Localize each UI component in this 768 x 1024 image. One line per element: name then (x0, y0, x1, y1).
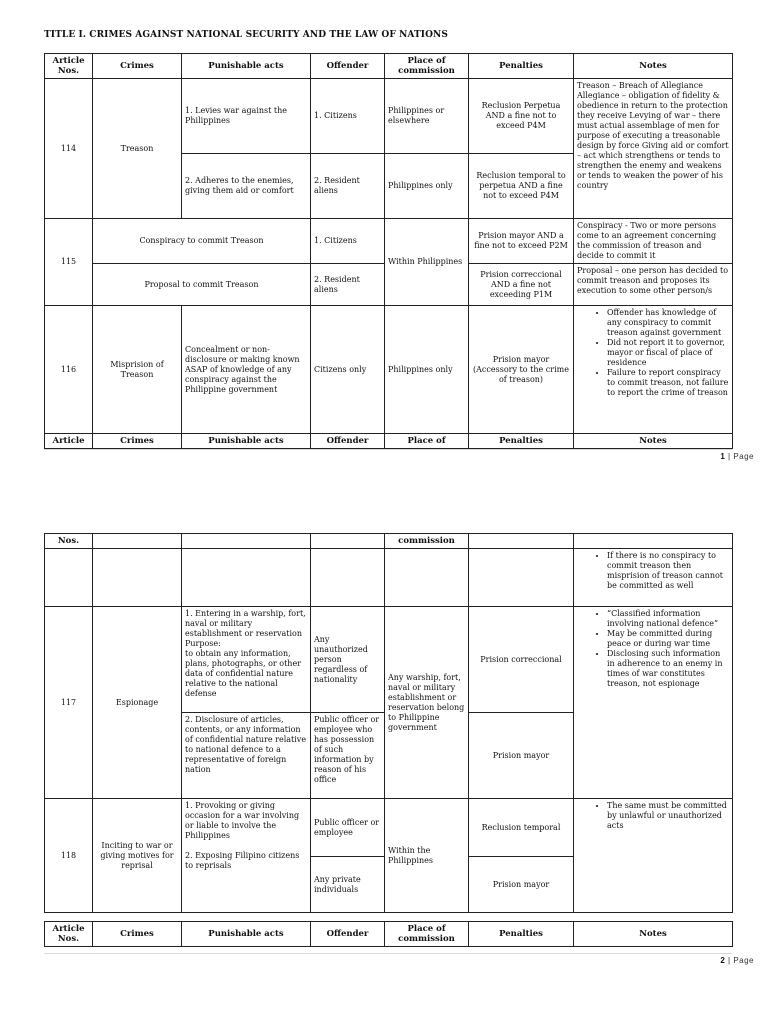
penalty: Prision correccional (469, 607, 574, 713)
penalty: Reclusion temporal to perpetua AND a fine not to exceed P4M (469, 154, 574, 219)
offender: 1. Citizens (311, 219, 385, 264)
table-row (45, 79, 733, 154)
header-offender: Offender (311, 54, 385, 79)
header-punishable-acts: Punishable acts (182, 922, 311, 947)
header-penalties: Penalties (469, 54, 574, 79)
table-row (45, 607, 733, 713)
place-of-commission: Within the Philippines (385, 799, 469, 913)
header-empty (469, 534, 574, 549)
offender: Citizens only (311, 306, 385, 434)
empty-cell (93, 549, 182, 607)
note-item: • Disclosing such information in adherence to an enemy in times of war constitutes treason, not espionage (607, 649, 729, 689)
page-label: Page (733, 956, 754, 965)
notes-cell: Treason – Breach of Allegiance Allegiance – obligation of fidelity & obedience in return to the protection they receive Levying of war – there must actual assemblage of men for purpose of executing a treasonable design by force Giving aid or comfort – act which strengthens or tends to strengthen the enemy and weakens or tends to weaken the power of his country (574, 79, 733, 219)
header-place: commission (385, 534, 469, 549)
notes-cell: Proposal – one person has decided to commit treason and proposes its execution to some other person/s (574, 264, 733, 306)
empty-cell (45, 549, 93, 607)
punishable-act: 2. Adheres to the enemies, giving them aid or comfort (182, 154, 311, 219)
header-penalties: Penalties (469, 922, 574, 947)
penalty: Reclusion temporal (469, 799, 574, 857)
place-of-commission: Any warship, fort, naval or military establishment or reservation belong to Philippine government (385, 607, 469, 799)
notes-list (577, 801, 729, 831)
header-empty (311, 534, 385, 549)
punishable-act (182, 799, 311, 913)
place-of-commission: Philippines or elsewhere (385, 79, 469, 154)
article-no: 115 (45, 219, 93, 306)
crime-name: Misprision of Treason (93, 306, 182, 434)
crime-name: Espionage (93, 607, 182, 799)
act-purpose-text: to obtain any information, plans, photographs, or other data of confidential nature relative to the national defense (185, 649, 302, 698)
header-notes: Notes (574, 434, 733, 449)
article-no: 118 (45, 799, 93, 913)
header-punishable-acts: Punishable acts (182, 54, 311, 79)
place-of-commission: Philippines only (385, 154, 469, 219)
table-row (45, 549, 733, 607)
header-article: Article Nos. (45, 54, 93, 79)
penalty: Reclusion Perpetua AND a fine not to exceed P4M (469, 79, 574, 154)
crimes-table-page1 (44, 53, 733, 449)
place-of-commission: Philippines only (385, 306, 469, 434)
penalty: Prision mayor (Accessory to the crime of treason) (469, 306, 574, 434)
crime-name: Inciting to war or giving motives for reprisal (93, 799, 182, 913)
crime-name: Proposal to commit Treason (93, 264, 311, 306)
header-empty (93, 534, 182, 549)
header-offender: Offender (311, 922, 385, 947)
notes-cell (574, 549, 733, 607)
notes-cell (574, 306, 733, 434)
penalty: Prision correccional AND a fine not exceeding P1M (469, 264, 574, 306)
header-empty (182, 534, 311, 549)
header-article: Nos. (45, 534, 93, 549)
act-line: 1. Entering in a warship, fort, naval or military establishment or reservation (185, 609, 306, 638)
offender: 1. Citizens (311, 79, 385, 154)
header-penalties: Penalties (469, 434, 574, 449)
footer-divider (44, 953, 732, 954)
table-header-row (45, 922, 733, 947)
punishable-act: 1. Levies war against the Philippines (182, 79, 311, 154)
header-notes: Notes (574, 54, 733, 79)
header-empty (574, 534, 733, 549)
note-item: • May be committed during peace or during war time (607, 629, 729, 649)
article-no: 116 (45, 306, 93, 434)
table-row (45, 306, 733, 434)
header-crimes: Crimes (93, 434, 182, 449)
penalty: Prision mayor (469, 713, 574, 799)
header-place: Place of commission (385, 922, 469, 947)
crime-name: Treason (93, 79, 182, 219)
table-header-row (45, 434, 733, 449)
act-purpose-label: Purpose: (185, 639, 221, 648)
table-row (45, 219, 733, 264)
empty-cell (385, 549, 469, 607)
note-item: • If there is no conspiracy to commit treason then misprision of treason cannot be committed as well (607, 551, 729, 591)
article-no: 117 (45, 607, 93, 799)
offender: 2. Resident aliens (311, 264, 385, 306)
note-item: • The same must be committed by unlawful or unauthorized acts (607, 801, 729, 831)
empty-cell (469, 549, 574, 607)
header-article: Article (45, 434, 93, 449)
penalty: Prision mayor (469, 857, 574, 913)
header-crimes: Crimes (93, 922, 182, 947)
offender: 2. Resident aliens (311, 154, 385, 219)
crimes-table-page2 (44, 533, 733, 913)
table-header-row (45, 54, 733, 79)
header-article: Article Nos. (45, 922, 93, 947)
note-item: • “Classified information involving national defence” (607, 609, 729, 629)
act-line: 2. Exposing Filipino citizens to reprisals (185, 851, 300, 870)
offender: Public officer or employee (311, 799, 385, 857)
empty-cell (311, 549, 385, 607)
note-item: • Offender has knowledge of any conspiracy to commit treason against government (607, 308, 729, 338)
crimes-table-header-repeat (44, 921, 733, 947)
punishable-act (182, 607, 311, 713)
table-header-row (45, 534, 733, 549)
empty-cell (182, 549, 311, 607)
page-number-value: 2 (720, 956, 726, 965)
penalty: Prision mayor AND a fine not to exceed P2M (469, 219, 574, 264)
punishable-act: Concealment or non-disclosure or making known ASAP of knowledge of any conspiracy against the Philippine government (182, 306, 311, 434)
punishable-act: 2. Disclosure of articles, contents, or any information of confidential nature relative to national defence to a representative of foreign nation (182, 713, 311, 799)
header-offender: Offender (311, 434, 385, 449)
act-line: 1. Provoking or giving occasion for a war involving or liable to involve the Philippines (185, 801, 300, 840)
article-no: 114 (45, 79, 93, 219)
crime-name: Conspiracy to commit Treason (93, 219, 311, 264)
page-separator: | (725, 452, 734, 461)
header-crimes: Crimes (93, 54, 182, 79)
document-title: TITLE I. CRIMES AGAINST NATIONAL SECURITY AND THE LAW OF NATIONS (44, 30, 448, 40)
notes-cell (574, 799, 733, 913)
note-item: • Did not report it to governor, mayor or fiscal of place of residence (607, 338, 729, 368)
offender: Any private individuals (311, 857, 385, 913)
note-item: • Failure to report conspiracy to commit treason, not failure to report the crime of treason (607, 368, 729, 398)
page-number (720, 452, 754, 461)
page-separator: | (725, 956, 734, 965)
header-place: Place of (385, 434, 469, 449)
header-place: Place of commission (385, 54, 469, 79)
footer-divider (44, 449, 732, 450)
page-label: Page (733, 452, 754, 461)
notes-cell (574, 607, 733, 799)
offender: Public officer or employee who has possession of such information by reason of his office (311, 713, 385, 799)
notes-list (577, 609, 729, 689)
notes-list (577, 308, 729, 398)
page-number (720, 956, 754, 965)
offender: Any unauthorized person regardless of nationality (311, 607, 385, 713)
header-punishable-acts: Punishable acts (182, 434, 311, 449)
notes-list (577, 551, 729, 591)
header-notes: Notes (574, 922, 733, 947)
table-row (45, 799, 733, 857)
page-number-value: 1 (720, 452, 726, 461)
notes-cell: Conspiracy - Two or more persons come to an agreement concerning the commission of treason and decide to commit it (574, 219, 733, 264)
place-of-commission: Within Philippines (385, 219, 469, 306)
